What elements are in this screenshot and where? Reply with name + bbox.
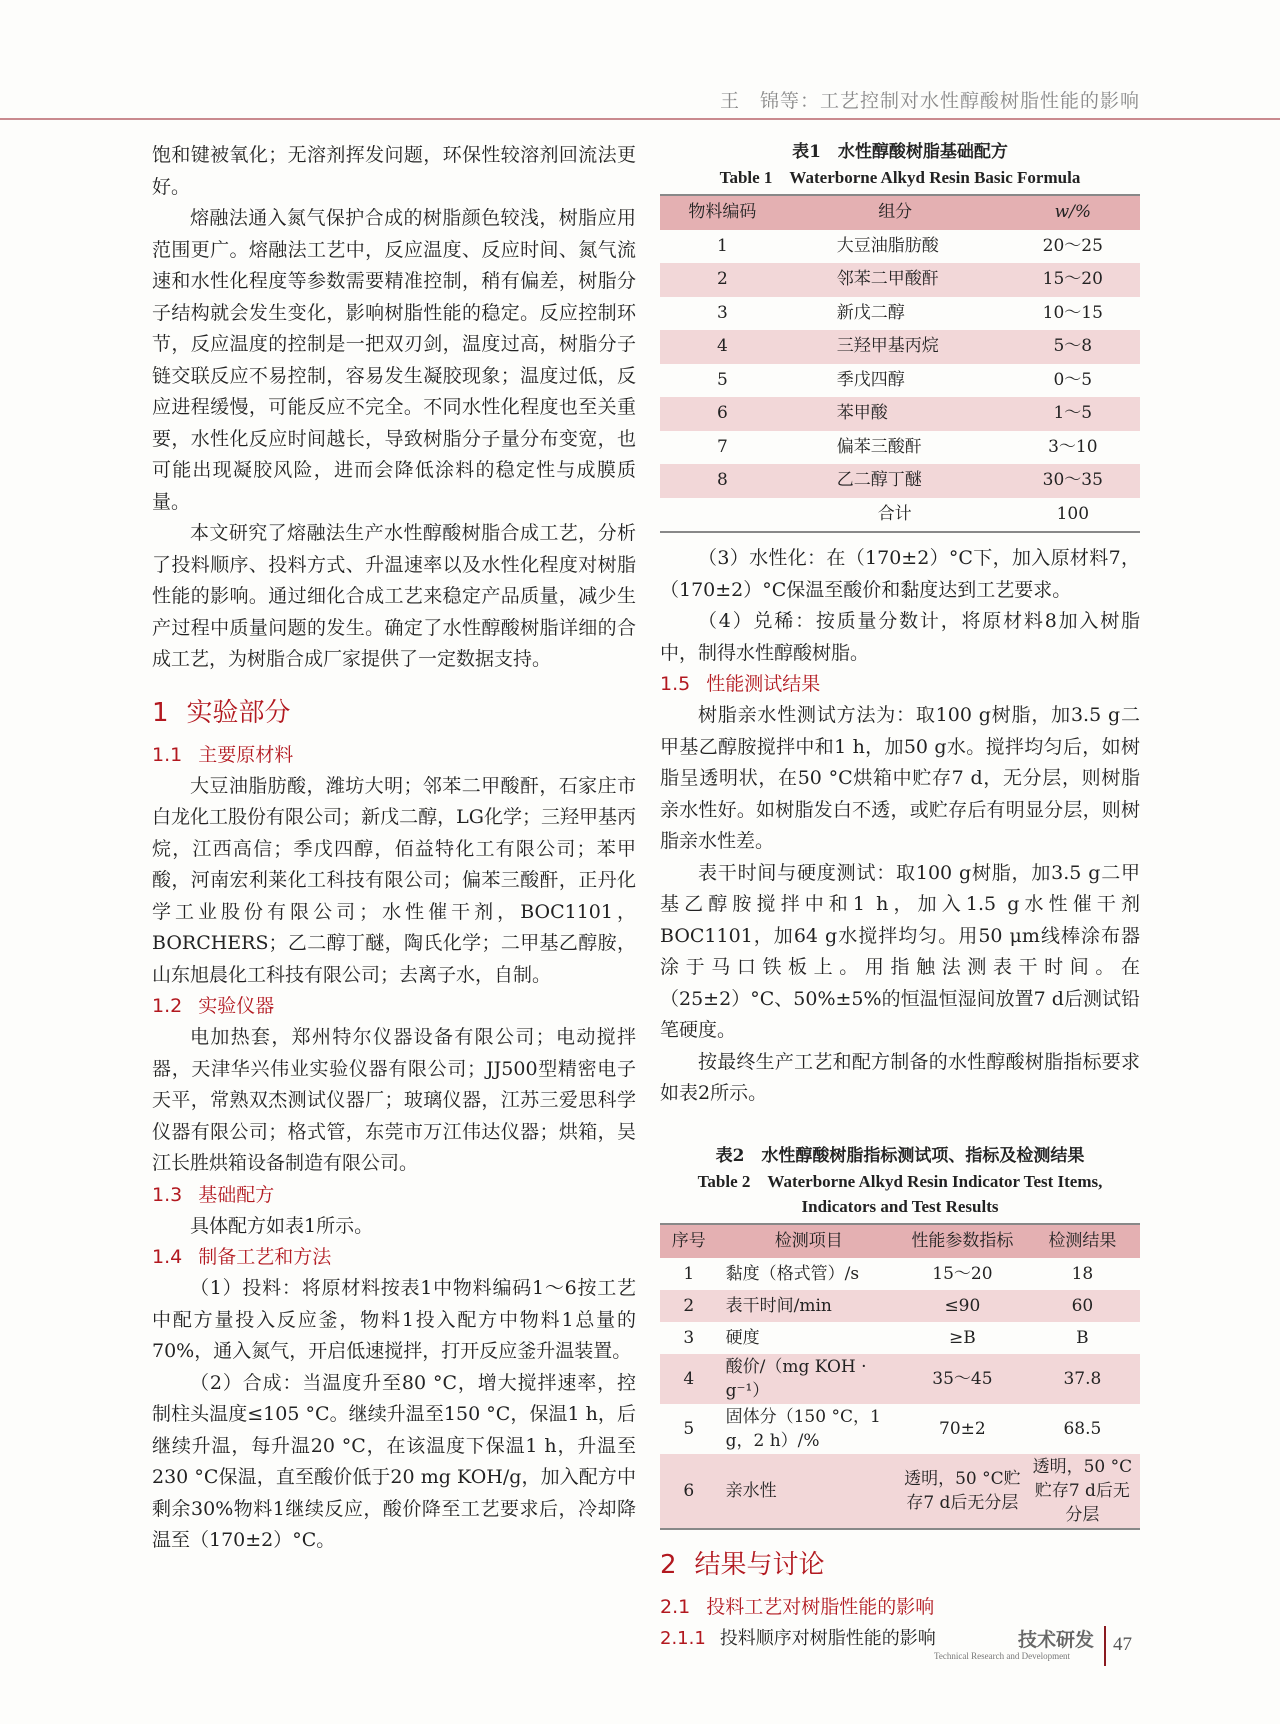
section-number: 1.1: [152, 743, 183, 766]
table-cell: 邻苯二甲酸酐: [785, 263, 1006, 297]
section-heading-1: [152, 696, 636, 730]
paragraph: 按最终生产工艺和配方制备的水性醇酸树脂指标要求如表2所示。: [660, 1050, 1140, 1104]
table-row: [660, 297, 1140, 331]
table-cell: 苯甲酸: [785, 397, 1006, 431]
section-title: 主要原材料: [198, 743, 294, 766]
table-cell: 5: [683, 1419, 695, 1439]
table-cell: ≥B: [949, 1328, 976, 1348]
table-cell: 18: [1071, 1264, 1094, 1284]
table-row: [660, 330, 1140, 364]
table-cell: 6: [660, 1454, 718, 1529]
table-cell: 1: [683, 1264, 695, 1284]
table-header-cell: 组分: [785, 195, 1006, 230]
table-header-cell: 检测项目: [718, 1224, 900, 1259]
section-title: 性能测试结果: [706, 673, 821, 695]
paragraph: 具体配方如表1所示。: [190, 1214, 374, 1237]
table-cell: 20～25: [1042, 235, 1103, 256]
paragraph: （1）投料：将原材料按表1中物料编码1～6按工艺中配方量投入反应釜，物料1投入配方中物料1总量的70%，通入氮气，开启低速搅拌，打开反应釜升温装置。: [152, 1277, 636, 1362]
table-cell: 固体分（150 °C，1 g，2 h）/%: [725, 1407, 881, 1451]
table-cell: 100: [1056, 503, 1090, 524]
table-header-row: [660, 195, 1140, 230]
table-cell: 6: [660, 397, 785, 431]
footer-divider: [1104, 1626, 1106, 1666]
header-divider: [0, 118, 1280, 120]
table-cell: 4: [660, 330, 785, 364]
table-cell: 3～10: [1048, 436, 1098, 457]
table-row: [660, 263, 1140, 297]
table-cell: 35～45: [900, 1354, 1025, 1404]
table-cell: 60: [1025, 1290, 1140, 1322]
table-row: [660, 498, 1140, 533]
right-column: [660, 140, 1140, 1654]
table-cell: 3: [716, 302, 728, 323]
table-cell: 5: [716, 369, 728, 390]
table2-caption-cn: 表2 水性醇酸树脂指标测试项、指标及检测结果: [715, 1145, 1085, 1166]
journal-section-title: 技术研发: [1018, 1629, 1095, 1651]
table-row: [660, 464, 1140, 498]
table-cell: 透明，50 °C贮存7 d后无分层: [900, 1454, 1025, 1529]
subsection-heading-1-3: [152, 1180, 636, 1211]
section-number: 2.1.1: [660, 1628, 706, 1649]
paragraph: 大豆油脂肪酸，潍坊大明；邻苯二甲酸酐，石家庄市白龙化工股份有限公司；新戊二醇，LG化学；三羟甲基丙烷，江西高信；季戊四醇，佰益特化工有限公司；苯甲酸，河南宏利莱化工科技有限公司；偏苯三酸酐，正丹化学工业股份有限公司；水性催干剂，BOC1101，BORCHERS；乙二醇丁醚，陶氏化学；二甲基乙醇胺，山东旭晨化工科技有限公司；去离子水，自制。: [152, 774, 636, 986]
table-header-cell: w/%: [1006, 195, 1140, 230]
section-title: 制备工艺和方法: [198, 1246, 332, 1268]
table-cell: 表干时间/min: [718, 1290, 900, 1322]
table-header-cell: 序号: [660, 1224, 718, 1259]
table1-caption-cn: 表1 水性醇酸树脂基础配方: [792, 142, 1008, 162]
section-title: 投料工艺对树脂性能的影响: [706, 1596, 935, 1618]
table-row: [660, 1290, 1140, 1322]
table-cell: 37.8: [1025, 1354, 1140, 1404]
table-cell: 7: [716, 436, 728, 457]
table1-caption-en: Table 1 Waterborne Alkyd Resin Basic Formula: [719, 168, 1081, 187]
paragraph: 饱和键被氧化；无溶剂挥发问题，环保性较溶剂回流法更好。: [152, 144, 636, 198]
table-header-row: [660, 1224, 1140, 1259]
section-title: 实验仪器: [198, 995, 275, 1017]
table2-caption-en-line1: Table 2 Waterborne Alkyd Resin Indicator Test Items,: [697, 1171, 1103, 1191]
table-cell: 季戊四醇: [836, 369, 905, 390]
page-number: 47: [1113, 1634, 1132, 1655]
section-heading-2: [660, 1548, 1140, 1582]
table-cell: 乙二醇丁醚: [785, 464, 1006, 498]
table-header-cell: 检测结果: [1025, 1224, 1140, 1259]
subsection-heading-1-1: [152, 740, 636, 771]
table-cell: 三羟甲基丙烷: [785, 330, 1006, 364]
table-cell: 亲水性: [718, 1454, 900, 1529]
table-cell: 2: [660, 263, 785, 297]
table-row: [660, 1322, 1140, 1354]
table-cell: 68.5: [1063, 1419, 1102, 1439]
table-cell: 透明，50 °C贮存7 d后无分层: [1025, 1454, 1140, 1529]
table-row: [660, 1404, 1140, 1454]
section-title: 实验部分: [186, 697, 291, 728]
table-cell: 5～8: [1006, 330, 1140, 364]
paragraph: 树脂亲水性测试方法为：取100 g树脂，加3.5 g二甲基乙醇胺搅拌中和1 h，加50 g水。搅拌均匀后，如树脂呈透明状，在50 °C烘箱中贮存7 d，无分层，则树脂亲水性好。如树脂发白不透，或贮存后有明显分层，则树脂亲水性差。: [660, 704, 1140, 852]
paragraph: 表干时间与硬度测试：取100 g树脂，加3.5 g二甲基乙醇胺搅拌中和1 h，加入1.5 g水性催干剂BOC1101，加64 g水搅拌均匀。用50 μm线棒涂布器涂于马口铁板上。用指触法测表干时间。在（25±2）°C、50%±5%的恒温恒湿间放置7 d后测试铅笔硬度。: [660, 861, 1140, 1041]
paragraph: （2）合成：当温度升至80 °C，增大搅拌速率，控制柱头温度≤105 °C。继续升温至150 °C，保温1 h，后继续升温，每升温20 °C，在该温度下保温1 h，升温至230 °C保温，直至酸价低于20 mg KOH/g，加入配方中剩余30%物料1继续反应，酸价降至工艺要求后，冷却降温至（170±2）°C。: [152, 1371, 636, 1551]
table-row: [660, 397, 1140, 431]
table-cell: 30～35: [1006, 464, 1140, 498]
table-cell: 1: [716, 235, 728, 256]
table-cell: 黏度（格式管）/s: [725, 1264, 860, 1284]
table-cell: 大豆油脂肪酸: [836, 235, 939, 256]
paragraph: （3）水性化：在（170±2）°C下，加入原材料7，（170±2）°C保温至酸价和黏度达到工艺要求。: [660, 547, 1140, 601]
table-cell: 15～20: [932, 1264, 993, 1284]
table2: [660, 1223, 1140, 1531]
table-cell: 偏苯三酸酐: [836, 436, 922, 457]
paragraph: 本文研究了熔融法生产水性醇酸树脂合成工艺，分析了投料顺序、投料方式、升温速率以及水性化程度对树脂性能的影响。通过细化合成工艺来稳定产品质量，减少生产过程中质量问题的发生。确定了水性醇酸树脂详细的合成工艺，为树脂合成厂家提供了一定数据支持。: [152, 522, 636, 670]
table-cell: 15～20: [1006, 263, 1140, 297]
subsection-heading-2-1: [660, 1592, 1140, 1623]
journal-section-subtitle: Technical Research and Development: [934, 1651, 1071, 1661]
table-row: [660, 1454, 1140, 1529]
table-cell: 8: [660, 464, 785, 498]
subsection-heading-1-5: [660, 669, 1140, 700]
left-column: [152, 140, 636, 1557]
table-header-cell: 性能参数指标: [900, 1224, 1025, 1259]
section-number: 1: [152, 697, 169, 728]
table-cell: 新戊二醇: [836, 302, 905, 323]
table-cell: 酸价/（mg KOH · g⁻¹）: [718, 1354, 900, 1404]
section-number: 2.1: [660, 1596, 691, 1618]
table-row: [660, 1258, 1140, 1290]
paragraph: 熔融法通入氮气保护合成的树脂颜色较浅，树脂应用范围更广。熔融法工艺中，反应温度、反应时间、氮气流速和水性化程度等参数需要精准控制，稍有偏差，树脂分子结构就会发生变化，影响树脂性能的稳定。反应控制环节，反应温度的控制是一把双刃剑，温度过高，树脂分子链交联反应不易控制，容易发生凝胶现象；温度过低，反应进程缓慢，可能反应不完全。不同水性化程度也至关重要，水性化反应时间越长，导致树脂分子量分布变宽，也可能出现凝胶风险，进而会降低涂料的稳定性与成膜质量。: [152, 207, 636, 513]
table-row: [660, 230, 1140, 264]
section-title: 基础配方: [198, 1183, 275, 1206]
table-cell: 2: [660, 1290, 718, 1322]
table-cell: ≤90: [900, 1290, 1025, 1322]
table-row: [660, 364, 1140, 398]
table-cell: [660, 498, 785, 533]
section-title: 结果与讨论: [694, 1550, 825, 1580]
table-cell: 合计: [877, 503, 912, 524]
subsection-heading-1-2: [152, 991, 636, 1022]
section-number: 1.3: [152, 1183, 183, 1206]
table2-caption-en-line2: Indicators and Test Results: [801, 1196, 999, 1216]
section-number: 1.4: [152, 1246, 183, 1268]
table-cell: 1～5: [1006, 397, 1140, 431]
table-cell: B: [1076, 1328, 1089, 1348]
table-cell: 4: [660, 1354, 718, 1404]
section-number: 2: [660, 1550, 677, 1580]
table-cell: 70±2: [939, 1419, 986, 1439]
table-cell: 10～15: [1042, 302, 1103, 323]
table-cell: 0～5: [1053, 369, 1093, 390]
section-number: 1.2: [152, 995, 183, 1017]
section-title: 投料顺序对树脂性能的影响: [719, 1628, 936, 1649]
table-cell: 硬度: [725, 1328, 760, 1348]
table-row: [660, 431, 1140, 465]
table-row: [660, 1354, 1140, 1404]
table1: [660, 194, 1140, 533]
table-cell: 3: [683, 1328, 695, 1348]
subsection-heading-1-4: [152, 1242, 636, 1273]
section-number: 1.5: [660, 673, 691, 695]
paragraph: （4）兑稀：按质量分数计，将原材料8加入树脂中，制得水性醇酸树脂。: [660, 610, 1140, 664]
running-title: 王 锦等：工艺控制对水性醇酸树脂性能的影响: [719, 90, 1140, 112]
table-header-cell: 物料编码: [660, 195, 785, 230]
paragraph: 电加热套，郑州特尔仪器设备有限公司；电动搅拌器，天津华兴伟业实验仪器有限公司；JJ500型精密电子天平，常熟双杰测试仪器厂；玻璃仪器，江苏三爱思科学仪器有限公司；格式管，东莞市万江伟达仪器；烘箱，吴江长胜烘箱设备制造有限公司。: [152, 1026, 636, 1174]
